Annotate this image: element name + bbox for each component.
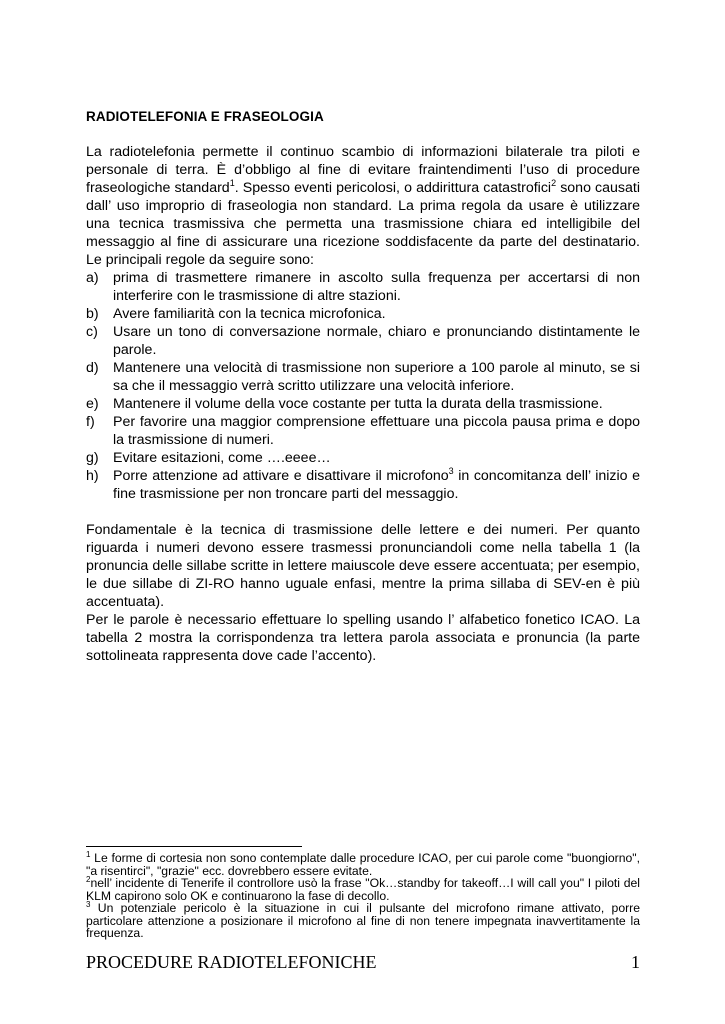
list-item-text: Mantenere una velocità di trasmissione non superiore a 100 parole al minuto, se si sa che il messaggio verrà scritto utilizzare una velocità inferiore. (113, 360, 640, 394)
footnote-text: Le forme di cortesia non sono contemplate dalle procedure ICAO, per cui parole come "buongiorno", "a risentirci", "grazie" ecc. dovrebbero essere evitate. (86, 851, 640, 878)
list-label: g) (86, 450, 99, 466)
list-item (86, 269, 640, 305)
list-item-text: Per favorire una maggior comprensione effettuare una piccola pausa prima e dopo la trasmissione di numeri. (113, 414, 640, 448)
footnote-divider (86, 846, 302, 847)
list-label: a) (86, 270, 99, 286)
intro-text-2: . Spesso eventi pericolosi, o addirittura catastrofici (234, 180, 552, 196)
list-label: d) (86, 360, 99, 376)
list-item (86, 395, 640, 413)
numbers-paragraph: Fondamentale è la tecnica di trasmissione delle lettere e dei numeri. Per quanto riguarda i numeri devono essere trasmessi pronunciandoli come nella tabella 1 (la pronuncia delle sillabe scritte in lettere maiuscole deve essere accentuata; per esempio, le due sillabe di ZI-RO hanno uguale enfasi, mentre la prima sillaba di SEV-en è più accentuata). (86, 522, 640, 610)
list-item (86, 467, 640, 503)
footnote-text: nell’ incidente di Tenerife il controllore usò la frase "Ok…standby for takeoff…I will call you" I piloti del KLM capirono solo OK e continuarono la fase di decollo. (86, 876, 640, 903)
list-label: h) (86, 468, 99, 484)
list-item-text: Mantenere il volume della voce costante per tutta la durata della trasmissione. (113, 396, 603, 412)
list-item-text: Avere familiarità con la tecnica microfonica. (113, 306, 386, 322)
document-body (86, 143, 640, 665)
list-item-text-2: in concomitanza dell’ inizio e fine trasmissione per non troncare parti del messaggio. (113, 468, 641, 502)
rules-list (86, 269, 640, 503)
intro-text-1: La radiotelefonia permette il continuo scambio di informazioni bilaterale tra piloti e personale di terra. È d’obbligo al fine di evitare fraintendimenti l’uso di procedure fraseologiche standard (86, 144, 640, 196)
footnote-number: 3 (86, 900, 91, 909)
spelling-paragraph: Per le parole è necessario effettuare lo spelling usando l’ alfabetico fonetico ICAO. La tabella 2 mostra la corrispondenza tra lettera parola associata e pronuncia (la parte sottolineata rappresenta dove cade l’accento). (86, 612, 640, 664)
footnote-1 (86, 852, 640, 877)
footnote-2 (86, 877, 640, 902)
footnote-ref-1[interactable]: 1 (229, 178, 235, 188)
intro-paragraph (86, 143, 640, 269)
list-item-text: prima di trasmettere rimanere in ascolto sulla frequenza per accertarsi di non interferire con le trasmissione di altre stazioni. (113, 270, 640, 304)
list-item-text-1: Porre attenzione ad attivare e disattivare il microfono (113, 468, 449, 484)
list-item (86, 413, 640, 449)
footnotes (86, 852, 640, 940)
list-item-text: Usare un tono di conversazione normale, chiaro e pronunciando distintamente le parole. (113, 324, 640, 358)
list-label: c) (86, 324, 98, 340)
paragraph-gap (86, 503, 640, 521)
footnote-ref-3[interactable]: 3 (448, 466, 454, 476)
list-item (86, 323, 640, 359)
footer-title: PROCEDURE RADIOTELEFONICHE (86, 952, 377, 972)
footnote-number: 1 (86, 850, 91, 859)
list-item (86, 305, 640, 323)
list-label: b) (86, 306, 99, 322)
list-item (86, 449, 640, 467)
document-page (86, 0, 640, 1024)
page-number: 1 (631, 952, 640, 972)
list-item (86, 359, 640, 395)
list-item-text: Evitare esitazioni, come ….eeee… (113, 450, 331, 466)
section-title: RADIOTELEFONIA E FRASEOLOGIA (86, 109, 324, 124)
footnote-3 (86, 902, 640, 940)
list-label: e) (86, 396, 99, 412)
footnote-number: 2 (86, 875, 91, 884)
list-label: f) (86, 414, 95, 430)
footnote-text: Un potenziale pericolo è la situazione in cui il pulsante del microfono rimane attivato, porre particolare attenzione a posizionare il microfono al fine di non tenere impegnata inavvertitamente la frequenza. (86, 901, 640, 940)
footnote-ref-2[interactable]: 2 (551, 178, 557, 188)
intro-text-3: sono causati dall’ uso improprio di fraseologia non standard. La prima regola da usare è utilizzare una tecnica trasmissiva che permetta una trasmissione chiara ed intelligibile del messaggio al fine di assicurare una ricezione soddisfacente da parte del destinatario. Le principali regole da seguire sono: (86, 180, 641, 268)
